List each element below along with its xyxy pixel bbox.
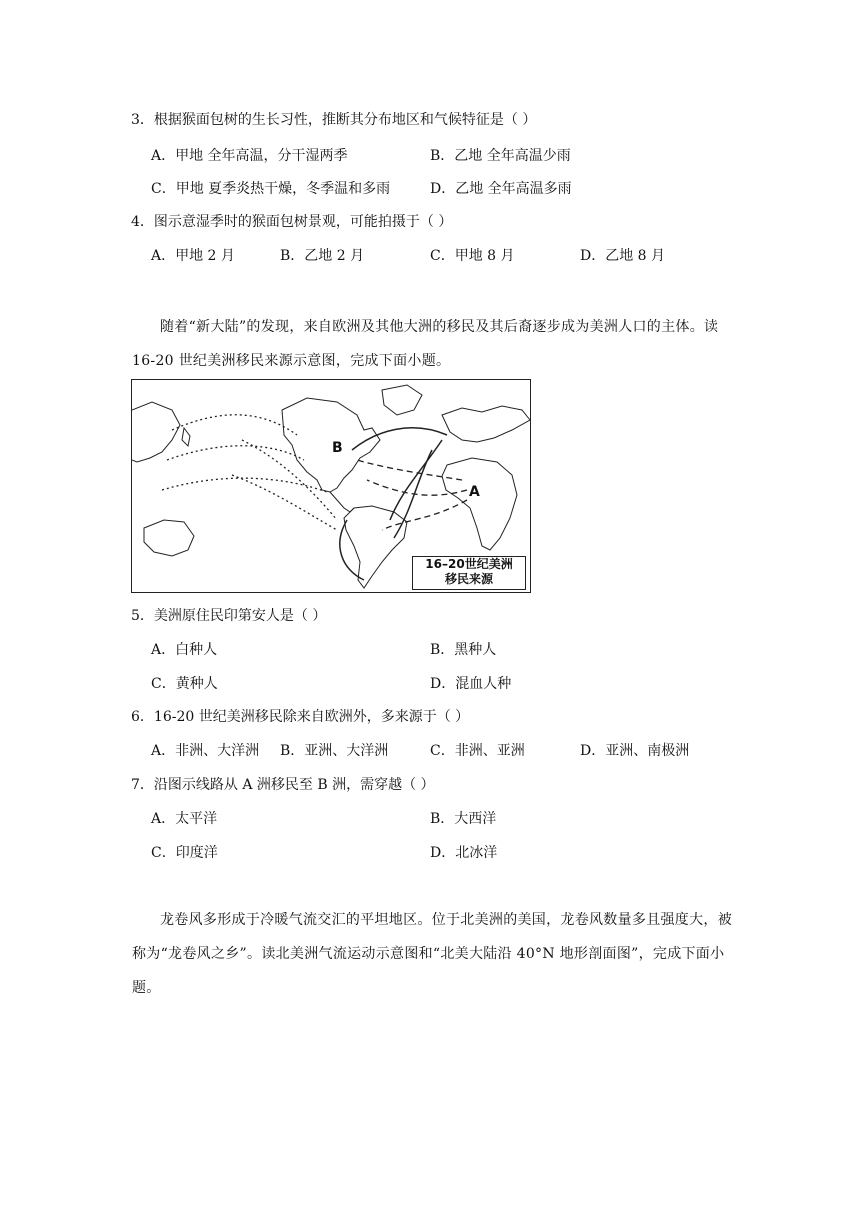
route-africa-3 [357, 460, 462, 480]
japan-outline [182, 428, 190, 446]
question-4-option-a: A．甲地 2 月 [151, 248, 235, 264]
question-7-stem: 7．沿图示线路从 A 洲移民至 B 洲，需穿越（ ） [131, 777, 435, 793]
route-africa-2 [382, 500, 467, 530]
question-6-option-b: B．亚洲、大洋洲 [280, 743, 389, 759]
central-america-outline [330, 492, 354, 512]
africa-outline [442, 458, 517, 550]
legend-line-1: 16–20世纪美洲 [425, 557, 513, 571]
question-7-option-a: A．太平洋 [151, 811, 218, 827]
route-europe-1 [352, 428, 447, 450]
south-america-outline [344, 506, 407, 588]
route-asia-4 [242, 440, 337, 520]
map-label-a: A [469, 484, 480, 500]
route-asia-3 [162, 478, 327, 492]
question-4-option-b: B．乙地 2 月 [280, 248, 365, 264]
route-europe-3 [340, 520, 364, 580]
question-7-option-d: D．北冰洋 [430, 845, 498, 861]
greenland-outline [382, 385, 422, 415]
question-5-stem: 5．美洲原住民印第安人是（ ） [131, 608, 327, 624]
question-4-stem: 4．图示意湿季时的猴面包树景观，可能拍摄于（ ） [131, 214, 453, 230]
question-5-option-d: D．混血人种 [430, 676, 512, 692]
route-asia-2 [167, 446, 304, 460]
passage-migration: 随着“新大陆”的发现，来自欧洲及其他大洲的移民及其后裔逐步成为美洲人口的主体。读 16-20 世纪美洲移民来源示意图，完成下面小题。 [132, 319, 719, 369]
question-3-stem: 3．根据猴面包树的生长习性，推断其分布地区和气候特征是（ ） [131, 112, 537, 128]
question-6-option-c: C．非洲、亚洲 [430, 743, 525, 759]
route-europe-2 [390, 440, 442, 520]
passage-tornado: 龙卷风多形成于冷暖气流交汇的平坦地区。位于北美洲的美国，龙卷风数量多且强度大，被称为“龙卷风之乡”。读北美洲气流运动示意图和“北美大陆沿 40°N 地形剖面图”，完成下面小题。 [132, 912, 732, 996]
question-3-option-b: B．乙地 全年高温少雨 [430, 148, 571, 164]
question-3-option-d: D．乙地 全年高温多雨 [430, 181, 572, 197]
question-7-option-c: C．印度洋 [151, 845, 218, 861]
question-6-stem: 6．16-20 世纪美洲移民除来自欧洲外，多来源于（ ） [131, 709, 470, 725]
question-6-option-d: D．亚洲、南极洲 [580, 743, 690, 759]
question-7-option-b: B．大西洋 [430, 811, 497, 827]
question-4-option-c: C．甲地 8 月 [430, 248, 515, 264]
legend-line-2: 移民来源 [444, 572, 493, 586]
question-5-option-a: A．白种人 [151, 642, 218, 658]
map-legend-box [412, 556, 526, 590]
question-4-option-d: D．乙地 8 月 [580, 248, 666, 264]
question-3-option-c: C．甲地 夏季炎热干燥，冬季温和多雨 [151, 181, 391, 197]
route-asia-1 [172, 415, 297, 435]
question-5-option-c: C．黄种人 [151, 676, 218, 692]
australia-outline [144, 520, 194, 556]
question-3-option-a: A．甲地 全年高温，分干湿两季 [151, 148, 348, 164]
question-5-option-b: B．黑种人 [430, 642, 497, 658]
question-6-option-a: A．非洲、大洋洲 [151, 743, 260, 759]
migration-map [131, 379, 531, 593]
europe-outline [442, 406, 530, 442]
asia-outline [132, 402, 180, 462]
map-label-b: B [332, 440, 343, 456]
